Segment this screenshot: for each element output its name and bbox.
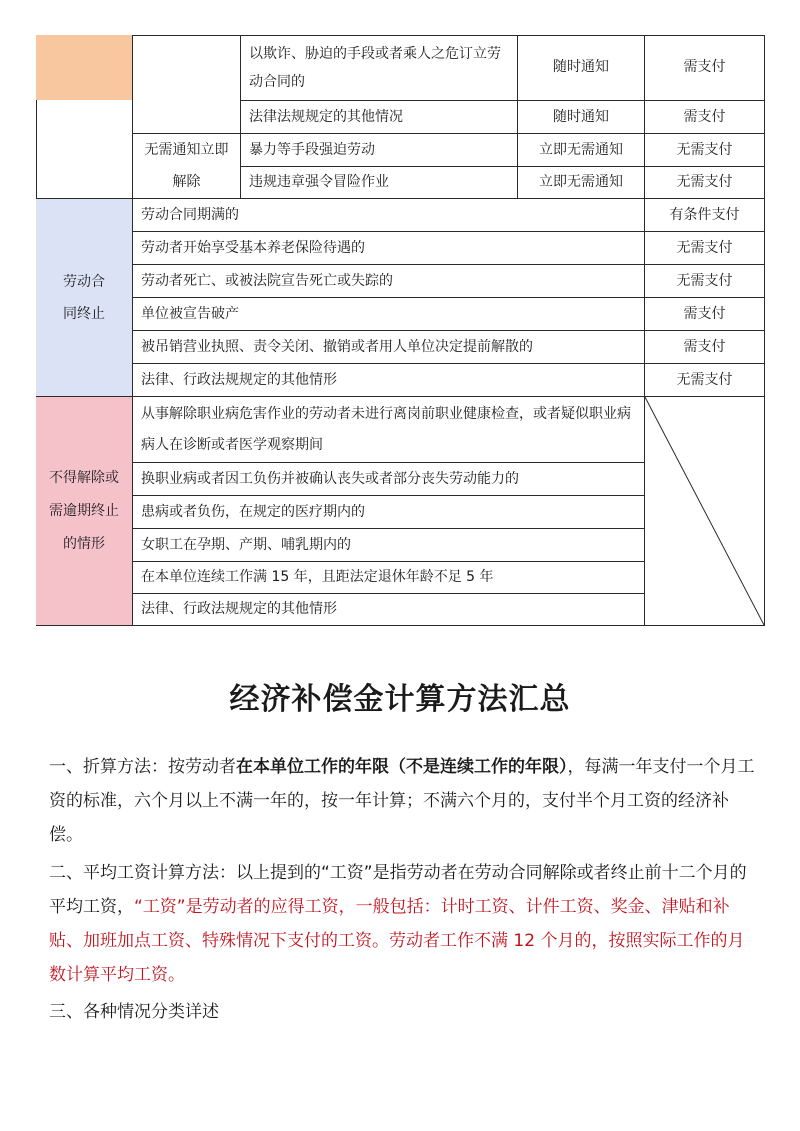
- group-a-blank-cell: [36, 100, 133, 199]
- paragraph-conversion-method: [49, 750, 757, 852]
- bold-text-segment: 在本单位工作的年限（不是连续工作的年限）: [236, 757, 568, 777]
- table-row: [241, 35, 518, 101]
- prohibited-category-label: 不得解除或需逾期终止的情形: [36, 397, 133, 626]
- text-segment: 二、平均工资计算方法：以上提到的“工资”是指劳动者在劳动合同解除或者终止前十二个月的平均工资，: [49, 863, 747, 917]
- notice-cell: 立即无需通知: [518, 134, 645, 167]
- termination-category-label: 劳动合同终止: [36, 199, 133, 397]
- payment-cell: 无需支付: [645, 265, 765, 298]
- row-text: 以欺诈、胁迫的手段或者乘人之危订立劳动合同的: [249, 45, 501, 90]
- highlighted-text-segment: “工资”是劳动者的应得工资，一般包括：计时工资、计件工资、奖金、津贴和补贴、加班加点工资、特殊情况下支付的工资。劳动者工作不满 12 个月的，按照实际工作的月数计算平均工资。: [49, 897, 745, 985]
- table-row: [133, 397, 645, 463]
- text-segment: 一、折算方法：按劳动者: [49, 757, 236, 777]
- row-text: 从事解除职业病危害作业的劳动者未进行离岗前职业健康检查，或者疑似职业病病人在诊断或者医学观察期间: [141, 405, 631, 453]
- payment-cell: 无需支付: [645, 364, 765, 397]
- compensation-table: [36, 35, 765, 626]
- table-row: 女职工在孕期、产期、哺乳期内的: [133, 529, 645, 562]
- payment-cell: 需支付: [645, 331, 765, 364]
- table-row: 被吊销营业执照、责令关闭、撤销或者用人单位决定提前解散的: [133, 331, 645, 364]
- paragraph-average-wage-method: [49, 856, 757, 992]
- table-row: 在本单位连续工作满 15 年，且距法定退休年龄不足 5 年: [133, 562, 645, 594]
- text-segment: ，每满一年支付一个月工资的标准，六个月以上不满一年的，按一年计算；不满六个月的，支付半个月工资的经济补偿。: [49, 757, 755, 845]
- notice-cell: 立即无需通知: [518, 167, 645, 199]
- table-row: 法律、行政法规规定的其他情形: [133, 594, 645, 626]
- group-a-subcategory-cell: [133, 35, 241, 134]
- table-row: 劳动者开始享受基本养老保险待遇的: [133, 232, 645, 265]
- table-row: 劳动者死亡、或被法院宣告死亡或失踪的: [133, 265, 645, 298]
- group-a-color-cell: [36, 35, 133, 100]
- page-title: 经济补偿金计算方法汇总: [229, 682, 571, 717]
- table-row: 法律、行政法规规定的其他情形: [133, 364, 645, 397]
- payment-cell: 无需支付: [645, 167, 765, 199]
- table-row: 违规违章强令冒险作业: [241, 167, 518, 199]
- table-row: 法律法规规定的其他情况: [241, 101, 518, 134]
- diagonal-line: [645, 397, 764, 625]
- immediate-dismissal-label: 无需通知立即解除: [133, 134, 241, 199]
- table-row: 换职业病或者因工负伤并被确认丧失或者部分丧失劳动能力的: [133, 463, 645, 496]
- payment-cell: 无需支付: [645, 134, 765, 167]
- payment-cell: 需支付: [645, 298, 765, 331]
- notice-cell: 随时通知: [518, 35, 645, 101]
- payment-cell: 需支付: [645, 101, 765, 134]
- paragraph-classification-heading: 三、各种情况分类详述: [49, 1002, 219, 1022]
- table-row: 患病或者负伤，在规定的医疗期内的: [133, 496, 645, 529]
- payment-cell: 无需支付: [645, 232, 765, 265]
- notice-cell: 随时通知: [518, 101, 645, 134]
- table-row: 单位被宣告破产: [133, 298, 645, 331]
- diagonal-empty-cell: [645, 397, 765, 626]
- payment-cell: 需支付: [645, 35, 765, 101]
- table-row: 暴力等手段强迫劳动: [241, 134, 518, 167]
- table-row: 劳动合同期满的: [133, 199, 645, 232]
- payment-cell: 有条件支付: [645, 199, 765, 232]
